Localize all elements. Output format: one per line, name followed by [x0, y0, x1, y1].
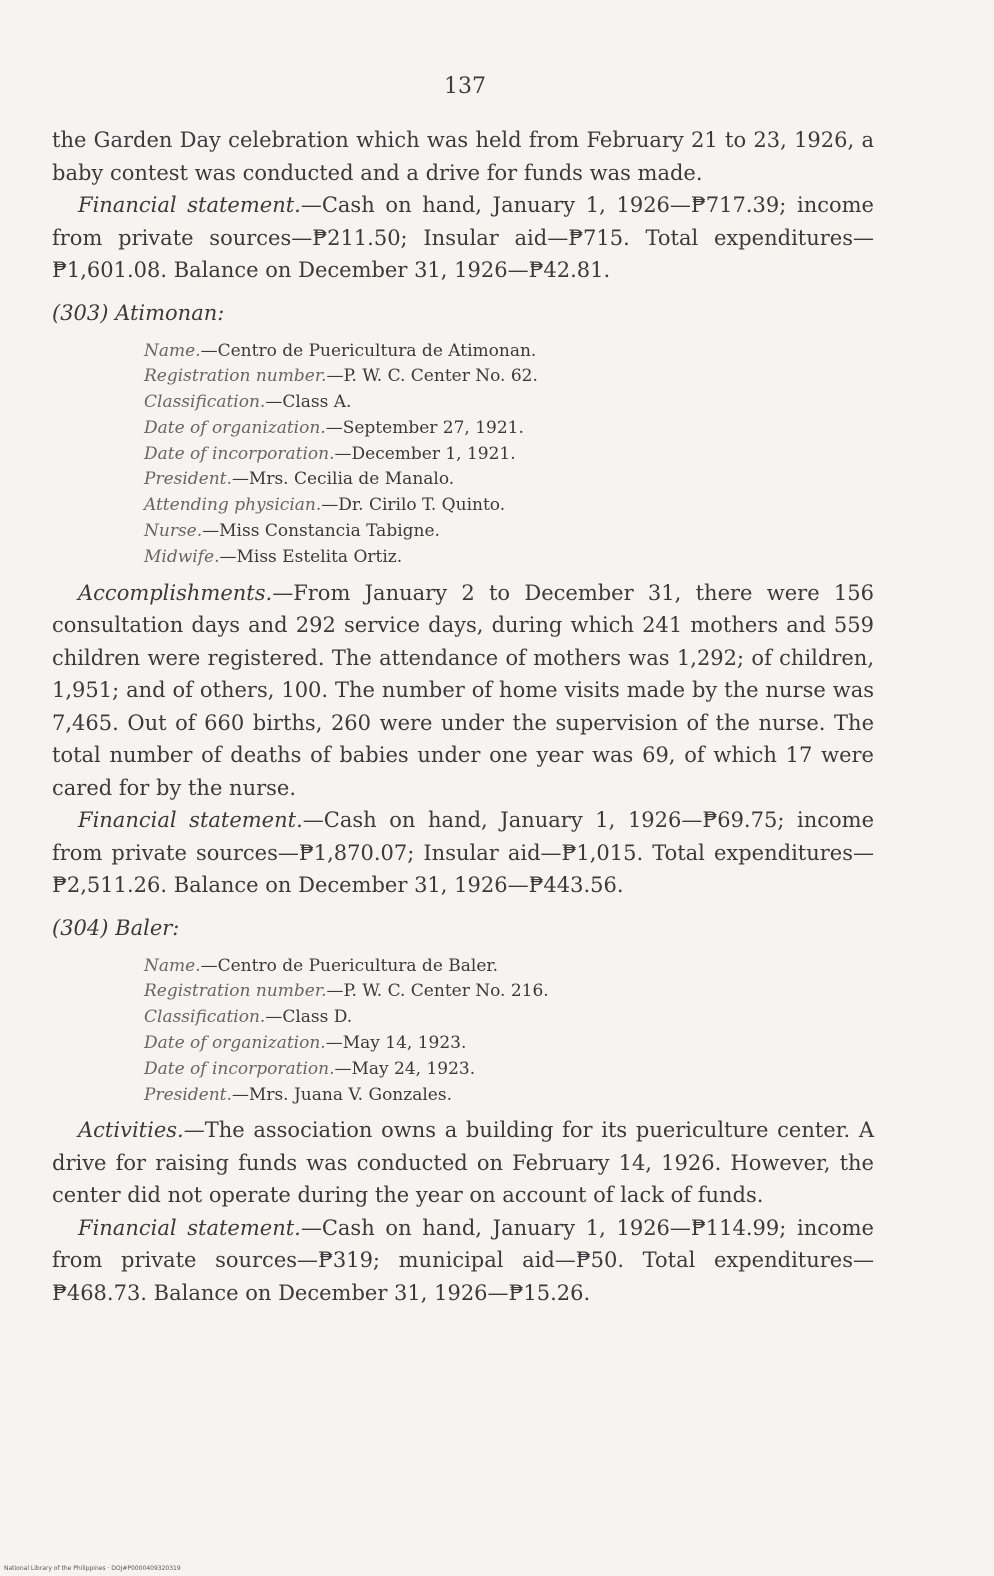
- detail-classification: Classification.—Class D.: [144, 1007, 353, 1028]
- page-number: 137: [444, 74, 486, 99]
- financial-label: Financial statement.: [78, 808, 303, 833]
- footer-credit: National Library of the Philippines · DOJ#P0000409320319: [4, 1565, 181, 1572]
- detail-date-of-organization: Date of organization.—September 27, 1921.: [144, 417, 524, 438]
- detail-nurse: Nurse.—Miss Constancia Tabigne.: [144, 521, 440, 542]
- section-heading-atimonan: [52, 297, 874, 329]
- section-title: Baler:: [115, 915, 180, 940]
- financial-label: Financial statement.: [78, 1215, 301, 1240]
- financial-text: —Cash on hand, January 1, 1926—₱69.75; income from private sources—₱1,870.07; Insular aid—₱1,015. Total expenditures—₱2,511.26. Balance on December 31, 1926—₱443.56.: [52, 808, 874, 898]
- detail-president: President.—Mrs. Cecilia de Manalo.: [144, 469, 455, 490]
- detail-registration-number: Registration number.—P. W. C. Center No. 216.: [144, 981, 549, 1002]
- accomplishments-text: —From January 2 to December 31, there were 156 consultation days and 292 service days, during which 241 mothers and 559 children were registered. The attendance of mothers was 1,292; of children, 1,951; and of others, 100. The number of home visits made by the nurse was 7,465. Out of 660 births, 260 were under the supervision of the nurse. The total number of deaths of babies under one year was 69, of which 17 were cared for by the nurse.: [52, 580, 874, 800]
- section-number: (304): [52, 915, 109, 940]
- accomplishments-label: Accomplishments.: [78, 580, 273, 605]
- baler-details: [144, 954, 874, 1109]
- section-number: (303): [52, 300, 109, 325]
- financial-text: —Cash on hand, January 1, 1926—₱114.99; income from private sources—₱319; municipal aid—₱50. Total expenditures—₱468.73. Balance on December 31, 1926—₱15.26.: [52, 1215, 874, 1305]
- financial-label: Financial statement.: [78, 193, 301, 217]
- detail-date-of-organization: Date of organization.—May 14, 1923.: [144, 1033, 467, 1054]
- detail-president: President.—Mrs. Juana V. Gonzales.: [144, 1084, 452, 1105]
- activities-text: —The association owns a building for its puericulture center. A drive for raising funds was conducted on February 14, 1926. However, the center did not operate during the year on account of lack of funds.: [52, 1118, 874, 1208]
- page-body: [52, 124, 874, 1309]
- baler-activities: [52, 1114, 874, 1212]
- detail-classification: Classification.—Class A.: [144, 392, 352, 413]
- atimonan-financial-statement: [52, 804, 874, 902]
- intro-paragraph: the Garden Day celebration which was held from February 21 to 23, 1926, a baby contest was conducted and a drive for funds was made.: [52, 128, 874, 185]
- financial-text: —Cash on hand, January 1, 1926—₱717.39; income from private sources—₱211.50; Insular aid—₱715. Total expenditures—₱1,601.08. Balance on December 31, 1926—₱42.81.: [52, 193, 874, 282]
- detail-midwife: Midwife.—Miss Estelita Ortiz.: [144, 546, 403, 567]
- intro-financial-statement: [52, 189, 874, 287]
- atimonan-accomplishments: [52, 577, 874, 805]
- detail-date-of-incorporation: Date of incorporation.—May 24, 1923.: [144, 1058, 476, 1079]
- detail-attending-physician: Attending physician.—Dr. Cirilo T. Quinto.: [144, 495, 506, 516]
- detail-name: Name.—Centro de Puericultura de Baler.: [144, 955, 499, 976]
- detail-name: Name.—Centro de Puericultura de Atimonan.: [144, 340, 537, 361]
- activities-label: Activities.: [78, 1118, 184, 1143]
- detail-date-of-incorporation: Date of incorporation.—December 1, 1921.: [144, 443, 516, 464]
- atimonan-details: [144, 339, 874, 571]
- section-title: Atimonan:: [115, 300, 225, 325]
- section-heading-baler: [52, 912, 874, 944]
- detail-registration-number: Registration number.—P. W. C. Center No. 62.: [144, 366, 538, 387]
- baler-financial-statement: [52, 1212, 874, 1310]
